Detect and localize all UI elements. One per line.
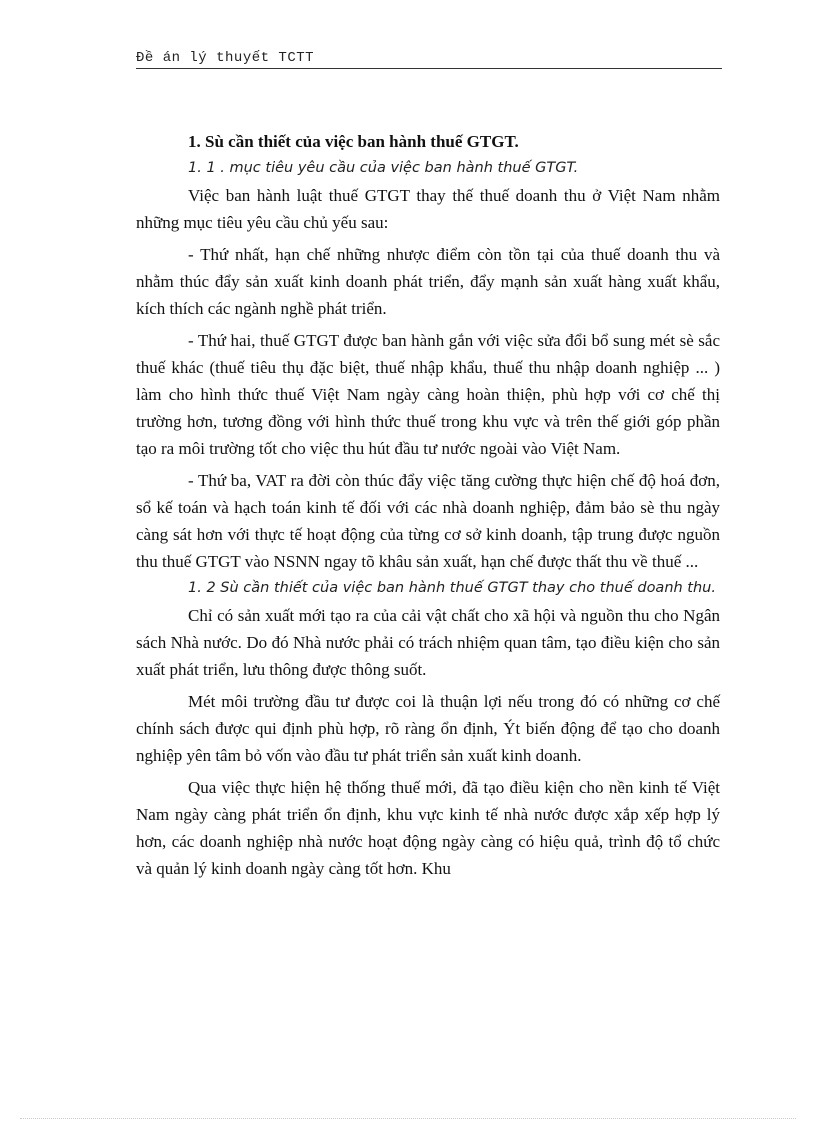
paragraph-2: - Thứ nhất, hạn chế những nhược điểm còn tồn tại của thuế doanh thu và nhằm thúc đẩy sản xuất kinh doanh phát triển, đẩy mạnh sản xuất hàng xuất khẩu, kích thích các ngành nghề phát triển.	[136, 245, 720, 318]
paragraph-6: Mét môi trường đầu tư được coi là thuận lợi nếu trong đó có những cơ chế chính sách được qui định phù hợp, rõ ràng ổn định, Ýt biến động để tạo cho doanh nghiệp yên tâm bỏ vốn vào đầu tư phát triển sản xuất kinh doanh.	[136, 692, 720, 765]
paragraph-3: - Thứ hai, thuế GTGT được ban hành gắn với việc sửa đổi bổ sung mét sè sắc thuế khác (thuế tiêu thụ đặc biệt, thuế nhập khẩu, thuế thu nhập doanh nghiệp ... ) làm cho hình thức thuế Việt Nam ngày càng hoàn thiện, phù hợp với cơ chế thị trường hơn, tương đồng với hình thức thuế trong khu vực và trên thế giới góp phần tạo ra môi trường tốt cho việc thu hút đầu tư nước ngoài vào Việt Nam.	[136, 331, 720, 458]
paragraph-1: Việc ban hành luật thuế GTGT thay thế thuế doanh thu ở Việt Nam nhằm những mục tiêu yêu cầu chủ yếu sau:	[136, 186, 720, 232]
subsection-heading-2: 1. 2 Sù cần thiết của việc ban hành thuế GTGT thay cho thuế doanh thu.	[188, 580, 716, 596]
paragraph-5: Chỉ có sản xuất mới tạo ra của cải vật chất cho xã hội và nguồn thu cho Ngân sách Nhà nước. Do đó Nhà nước phải có trách nhiệm quan tâm, tạo điều kiện cho sản xuất phát triển, lưu thông được thông suốt.	[136, 606, 720, 679]
document-body	[136, 128, 720, 882]
paragraph-7: Qua việc thực hiện hệ thống thuế mới, đã tạo điều kiện cho nền kinh tế Việt Nam ngày càng phát triển ổn định, khu vực kinh tế nhà nước được xắp xếp hợp lý hơn, các doanh nghiệp nhà nước hoạt động ngày càng có hiệu quả, trình độ tổ chức và quản lý kinh doanh ngày càng tốt hơn. Khu	[136, 778, 720, 878]
page-bottom-divider	[20, 1118, 796, 1119]
page-header	[136, 48, 722, 69]
section-heading: 1. Sù cần thiết của việc ban hành thuế GTGT.	[188, 132, 519, 151]
subsection-heading-1: 1. 1 . mục tiêu yêu cầu của việc ban hành thuế GTGT.	[188, 160, 579, 176]
header-title: Đề án lý thuyết TCTT	[136, 50, 315, 66]
paragraph-4: - Thứ ba, VAT ra đời còn thúc đẩy việc tăng cường thực hiện chế độ hoá đơn, sổ kế toán và hạch toán kinh tế đối với các nhà doanh nghiệp, đảm bảo sè thu ngày càng sát hơn với thực tế hoạt động của từng cơ sở kinh doanh, tập trung được nguồn thu thuế GTGT vào NSNN ngay tõ khâu sản xuất, hạn chế được thất thu về thuế ...	[136, 471, 720, 571]
